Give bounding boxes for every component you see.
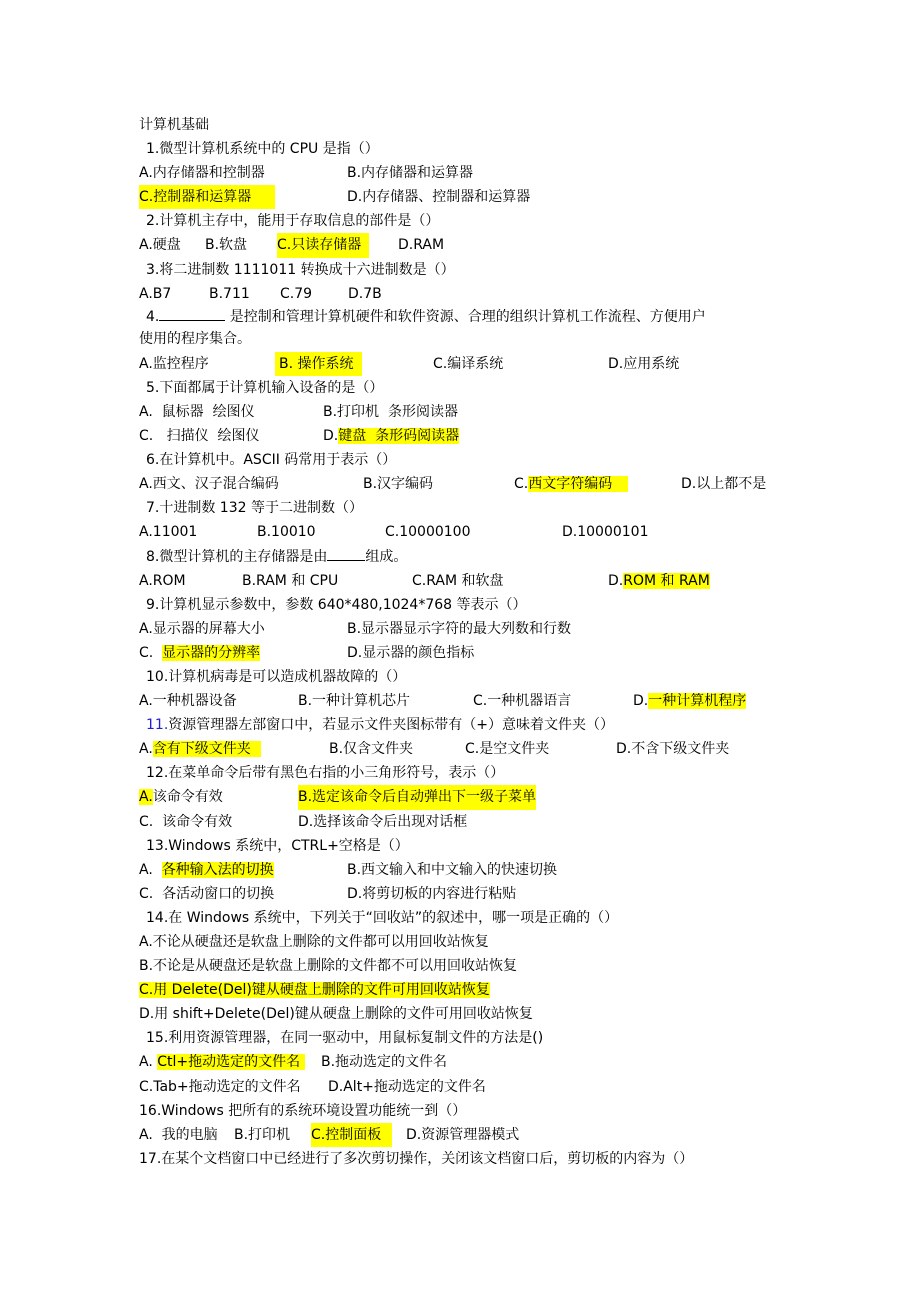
q11-option-a-prefix: A. xyxy=(139,741,153,758)
q7-option-c: C.10000100 xyxy=(385,524,471,541)
question-4-cont: 使用的程序集合。 xyxy=(139,330,251,347)
q15-option-b: B.拖动选定的文件名 xyxy=(321,1054,448,1071)
question-1: 1.微型计算机系统中的 CPU 是指（） xyxy=(146,141,379,158)
q1-option-b: B.内存储器和运算器 xyxy=(347,165,474,182)
q8-option-d-prefix: D. xyxy=(608,572,624,589)
question-3: 3.将二进制数 1111011 转换成十六进制数是（） xyxy=(146,261,455,278)
q5-options-row1 xyxy=(139,400,789,424)
q12-option-c: C. 该命令有效 xyxy=(139,813,233,830)
q15-option-c: C.Tab+拖动选定的文件名 xyxy=(139,1078,301,1095)
q8-option-b: B.RAM 和 CPU xyxy=(242,572,339,589)
q12-option-a-wrap xyxy=(139,785,223,809)
q1-option-a: A.内存储器和控制器 xyxy=(139,165,265,182)
q14-option-d: D.用 shift+Delete(Del)键从硬盘上删除的文件可用回收站恢复 xyxy=(139,1006,533,1023)
q15-options-row1 xyxy=(139,1050,789,1074)
q15-option-a: Ctl+拖动选定的文件名 xyxy=(157,1054,305,1071)
question-2: 2.计算机主存中，能用于存取信息的部件是（） xyxy=(146,213,440,230)
q8-option-c: C.RAM 和软盘 xyxy=(412,572,504,589)
q8-option-a: A.ROM xyxy=(139,572,186,589)
q14-option-c-row xyxy=(139,978,789,1002)
q13-options-row1 xyxy=(139,858,789,882)
question-5: 5.下面都属于计算机输入设备的是（） xyxy=(146,379,384,396)
q1-option-c: C.控制器和运算器 xyxy=(139,185,275,209)
q9-options-row2 xyxy=(139,641,789,665)
q14-option-c: C.用 Delete(Del)键从硬盘上删除的文件可用回收站恢复 xyxy=(139,982,490,999)
q11-option-a-wrap xyxy=(139,737,261,761)
q6-option-b: B.汉字编码 xyxy=(363,476,434,493)
q10-options xyxy=(139,689,789,713)
q4-option-c: C.编译系统 xyxy=(433,355,504,372)
q9-option-a: A.显示器的屏幕大小 xyxy=(139,620,265,637)
q5-option-d-wrap xyxy=(323,424,459,448)
question-4 xyxy=(139,306,789,328)
q9-options-row1 xyxy=(139,617,789,641)
q8-blank xyxy=(327,546,365,561)
question-15: 15.利用资源管理器，在同一驱动中，用鼠标复制文件的方法是() xyxy=(146,1030,544,1047)
q11-option-d: D.不含下级文件夹 xyxy=(616,741,730,758)
q6-option-c: 西文字符编码 xyxy=(528,476,628,492)
q4-number: 4. xyxy=(146,308,160,325)
q13-option-a: 各种输入法的切换 xyxy=(161,861,274,878)
q10-option-d: 一种计算机程序 xyxy=(648,693,747,710)
q16-option-d: D.资源管理器模式 xyxy=(406,1126,520,1143)
q6-option-a: A.西文、汉子混合编码 xyxy=(139,476,279,493)
q9-option-c-prefix: C. xyxy=(139,644,163,661)
q6-option-c-prefix: C. xyxy=(514,476,529,493)
q5-options-row2 xyxy=(139,424,789,448)
q11-stem: 资源管理器左部窗口中，若显示文件夹图标带有（+）意味着文件夹（） xyxy=(168,717,614,734)
q3-option-d: D.7B xyxy=(348,285,382,302)
q4-options xyxy=(139,352,789,376)
q6-option-c-wrap xyxy=(514,472,628,496)
q4-stem: 是控制和管理计算机硬件和软件资源、合理的组织计算机工作流程、方便用户 xyxy=(225,308,706,325)
q5-option-c: C. 扫描仪 绘图仪 xyxy=(139,428,260,445)
q16-option-a: A. 我的电脑 xyxy=(139,1126,218,1143)
q11-option-a: 含有下级文件夹 xyxy=(153,741,261,757)
q5-option-a: A. 鼠标器 绘图仪 xyxy=(139,403,255,420)
q14-option-a: A.不论从硬盘还是软盘上删除的文件都可以用回收站恢复 xyxy=(139,934,489,950)
q9-option-b: B.显示器显示字符的最大列数和行数 xyxy=(347,620,572,637)
q10-option-b: B.一种计算机芯片 xyxy=(298,693,411,710)
q2-option-c: C.只读存储器 xyxy=(277,233,369,257)
q11-option-c: C.是空文件夹 xyxy=(465,741,550,758)
q4-option-d: D.应用系统 xyxy=(608,355,680,372)
q2-option-a: A.硬盘 xyxy=(139,237,181,254)
q9-option-d: D.显示器的颜色指标 xyxy=(347,644,475,661)
q3-option-b: B.711 xyxy=(209,285,250,302)
q9-option-c-wrap xyxy=(139,641,260,665)
q2-option-b: B.软盘 xyxy=(205,237,248,254)
q8-stem-end: 组成。 xyxy=(365,548,408,565)
q4-option-b: B. 操作系统 xyxy=(275,352,362,376)
q15-options-row2 xyxy=(139,1075,789,1099)
question-13: 13.Windows 系统中，CTRL+空格是（） xyxy=(146,837,409,854)
question-6: 6.在计算机中。ASCII 码常用于表示（） xyxy=(146,452,397,469)
q7-option-d: D.10000101 xyxy=(562,524,649,541)
q1-options-row2 xyxy=(139,185,789,209)
q16-options xyxy=(139,1123,789,1147)
q13-option-a-prefix: A. xyxy=(139,861,162,878)
q1-option-d: D.内存储器、控制器和运算器 xyxy=(347,189,531,206)
q2-option-d: D.RAM xyxy=(398,237,445,254)
q3-option-c: C.79 xyxy=(280,285,313,302)
q1-options-row1 xyxy=(139,161,789,185)
question-17: 17.在某个文档窗口中已经进行了多次剪切操作，关闭该文档窗口后，剪切板的内容为（） xyxy=(139,1150,694,1167)
q8-option-d-wrap xyxy=(608,569,710,593)
q12-option-b: B.选定该命令后自动弹出下一级子菜单 xyxy=(298,785,536,809)
q16-option-c: C.控制面板 xyxy=(311,1123,392,1147)
q5-option-d-prefix: D. xyxy=(323,428,339,445)
q9-option-c: 显示器的分辨率 xyxy=(162,644,261,661)
q10-option-a: A.一种机器设备 xyxy=(139,693,237,710)
q8-stem-start: 8.微型计算机的主存储器是由 xyxy=(146,548,328,565)
q4-option-a: A.监控程序 xyxy=(139,355,209,372)
q7-option-b: B.10010 xyxy=(257,524,316,541)
q15-option-d: D.Alt+拖动选定的文件名 xyxy=(328,1078,486,1095)
q13-option-a-wrap xyxy=(139,858,274,882)
question-9: 9.计算机显示参数中，参数 640*480,1024*768 等表示（） xyxy=(146,596,527,613)
q14-option-b: B.不论是从硬盘还是软盘上删除的文件都不可以用回收站恢复 xyxy=(139,958,518,975)
q13-options-row2 xyxy=(139,882,789,906)
q3-option-a: A.B7 xyxy=(139,285,172,302)
q6-option-d: D.以上都不是 xyxy=(681,476,767,493)
document-title: 计算机基础 xyxy=(139,117,209,133)
question-16: 16.Windows 把所有的系统环境设置功能统一到（） xyxy=(139,1102,467,1119)
q15-option-a-prefix: A. xyxy=(139,1054,158,1071)
q12-option-a-prefix: A. xyxy=(139,789,153,806)
q4-blank xyxy=(159,306,225,321)
question-12: 12.在菜单命令后带有黑色右指的小三角形符号，表示（） xyxy=(146,765,505,782)
q11-option-b: B.仅含文件夹 xyxy=(329,741,414,758)
q5-option-b: B.打印机 条形阅读器 xyxy=(323,403,458,420)
q3-options xyxy=(139,282,789,306)
question-14: 14.在 Windows 系统中，下列关于“回收站”的叙述中，哪一项是正确的（） xyxy=(146,909,619,926)
q7-option-a: A.11001 xyxy=(139,524,198,541)
q15-option-a-wrap xyxy=(139,1050,305,1074)
q13-option-d: D.将剪切板的内容进行粘贴 xyxy=(347,885,517,902)
q10-option-c: C.一种机器语言 xyxy=(473,693,572,710)
q8-option-d: ROM 和 RAM xyxy=(623,572,710,589)
q8-options xyxy=(139,569,789,593)
q7-options xyxy=(139,520,789,544)
q10-option-d-prefix: D. xyxy=(633,693,649,710)
q2-options xyxy=(139,233,789,257)
q16-option-b: B.打印机 xyxy=(234,1126,291,1143)
q11-options xyxy=(139,737,789,761)
q6-options xyxy=(139,472,789,496)
question-10: 10.计算机病毒是可以造成机器故障的（） xyxy=(146,668,407,685)
q12-options-row1 xyxy=(139,785,789,809)
q10-option-d-wrap xyxy=(633,689,746,713)
q13-option-c: C. 各活动窗口的切换 xyxy=(139,885,275,902)
question-8 xyxy=(139,545,789,569)
document-body xyxy=(139,113,789,1171)
question-7: 7.十进制数 132 等于二进制数（） xyxy=(146,500,363,517)
q13-option-b: B.西文输入和中文输入的快速切换 xyxy=(347,861,558,878)
q12-option-a: 该命令有效 xyxy=(152,789,223,806)
q12-options-row2 xyxy=(139,810,789,834)
question-11 xyxy=(139,713,789,737)
q5-option-d: 键盘 条形码阅读器 xyxy=(338,428,460,445)
q12-option-d: D.选择该命令后出现对话框 xyxy=(298,813,468,830)
q11-number: 11. xyxy=(146,717,169,734)
